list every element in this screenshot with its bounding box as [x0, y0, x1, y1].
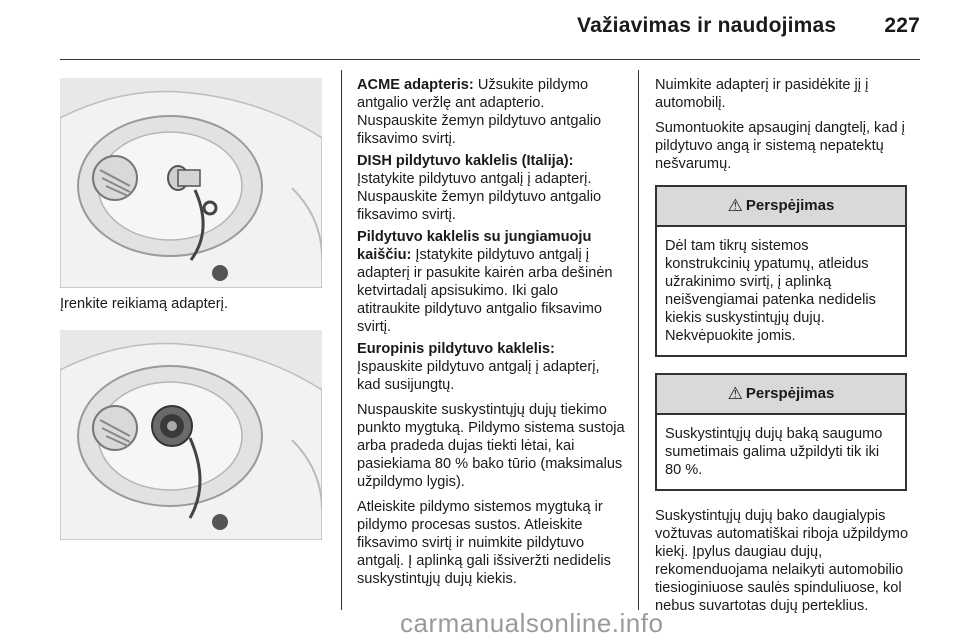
multivalve-paragraph: Suskystintųjų dujų bako daugialypis vožtuvas automatiškai riboja užpildymo kiekį. Įpylus daugiau dujų, rekomenduojama nelaikyti automobilio tiesioginiuose saulės spinduliuose, kol nebus suvartotas dujų perteklius.	[655, 508, 909, 614]
acme-paragraph	[357, 76, 625, 148]
remove-adapter-paragraph: Nuimkite adapterį ir pasidėkite jį į automobilį.	[655, 77, 869, 111]
warning-text-1: Dėl tam tikrų sistemos konstrukcinių ypatumų, atleidus užrakinimo svirtį, į aplinką neišvengiamai patenka nedidelis kiekis suskystintųjų dujų. Nekvėpuokite jomis.	[665, 238, 876, 344]
column-divider-2	[638, 70, 639, 610]
warning-box-2	[655, 373, 907, 491]
warning-triangle-icon: ⚠	[727, 384, 743, 403]
fuel-filler-flap-drawing	[60, 78, 322, 288]
section-title: Važiavimas ir naudojimas	[577, 14, 837, 37]
protective-cap-paragraph: Sumontuokite apsauginį dangtelį, kad į pildytuvo angą ir sistemą nepatektų nešvarumų.	[655, 120, 905, 172]
warning-triangle-icon: ⚠	[727, 196, 743, 215]
release-button-paragraph: Atleiskite pildymo sistemos mygtuką ir pildymo procesas sustos. Atleiskite fiksavimo svirtį ir nuimkite pildytuvo antgalį. Į aplinką gali išsiveržti nedidelis suskystintųjų dujų kiekis.	[357, 499, 611, 587]
bayonet-text: Įstatykite pildytuvo antgalį į adapterį ir pasukite kairėn arba dešinėn ketvirtadalį apsisukimo. Iki galo atitraukite pildytuvo antgalio fiksavimo svirtį.	[357, 247, 613, 335]
page-header	[577, 14, 920, 38]
bayonet-label: Pildytuvo kaklelis su jungiamuoju kaiščiu:	[357, 229, 592, 263]
dish-text: Įstatykite pildytuvo antgalį į adapterį. Nuspauskite žemyn pildytuvo antgalio fiksavimo svirtį.	[357, 171, 602, 223]
right-column	[655, 76, 925, 622]
warning-title-1: Perspėjimas	[745, 197, 835, 214]
fuel-filler-illustration-1	[60, 78, 322, 288]
bayonet-paragraph	[357, 228, 625, 336]
warning-box-1	[655, 185, 907, 357]
column-divider-1	[341, 70, 342, 610]
watermark-text: carmanualsonline.info	[400, 608, 664, 638]
dish-label: DISH pildytuvo kaklelis (Italija):	[357, 153, 574, 169]
euro-paragraph	[357, 340, 625, 394]
acme-label: ACME adapteris:	[357, 77, 474, 93]
warning-header-1	[657, 187, 905, 227]
euro-label: Europinis pildytuvo kaklelis:	[357, 341, 555, 357]
press-button-paragraph: Nuspauskite suskystintųjų dujų tiekimo punkto mygtuką. Pildymo sistema sustoja arba pradeda dujas tiekti lėtai, kai pasiekiama 80 % bako tūrio (maksimalus užpildymo lygis).	[357, 402, 625, 490]
middle-column	[357, 76, 625, 595]
warning-text-2: Suskystintųjų dujų baką saugumo sumetimais galima užpildyti tik iki 80 %.	[665, 426, 883, 478]
dish-paragraph	[357, 152, 625, 224]
warning-header-2	[657, 375, 905, 415]
fuel-filler-adapter-drawing	[60, 330, 322, 540]
warning-title-2: Perspėjimas	[745, 385, 835, 402]
page-number: 227	[884, 14, 920, 37]
fuel-filler-illustration-2	[60, 330, 322, 540]
acme-text: Užsukite pildymo antgalio veržlę ant adapterio. Nuspauskite žemyn pildytuvo antgalio fiksavimo svirtį.	[357, 77, 602, 147]
euro-text: Įspauskite pildytuvo antgalį į adapterį, kad susijungtų.	[357, 359, 600, 393]
header-rule	[60, 59, 920, 60]
illustration-caption: Įrenkite reikiamą adapterį.	[60, 296, 228, 312]
